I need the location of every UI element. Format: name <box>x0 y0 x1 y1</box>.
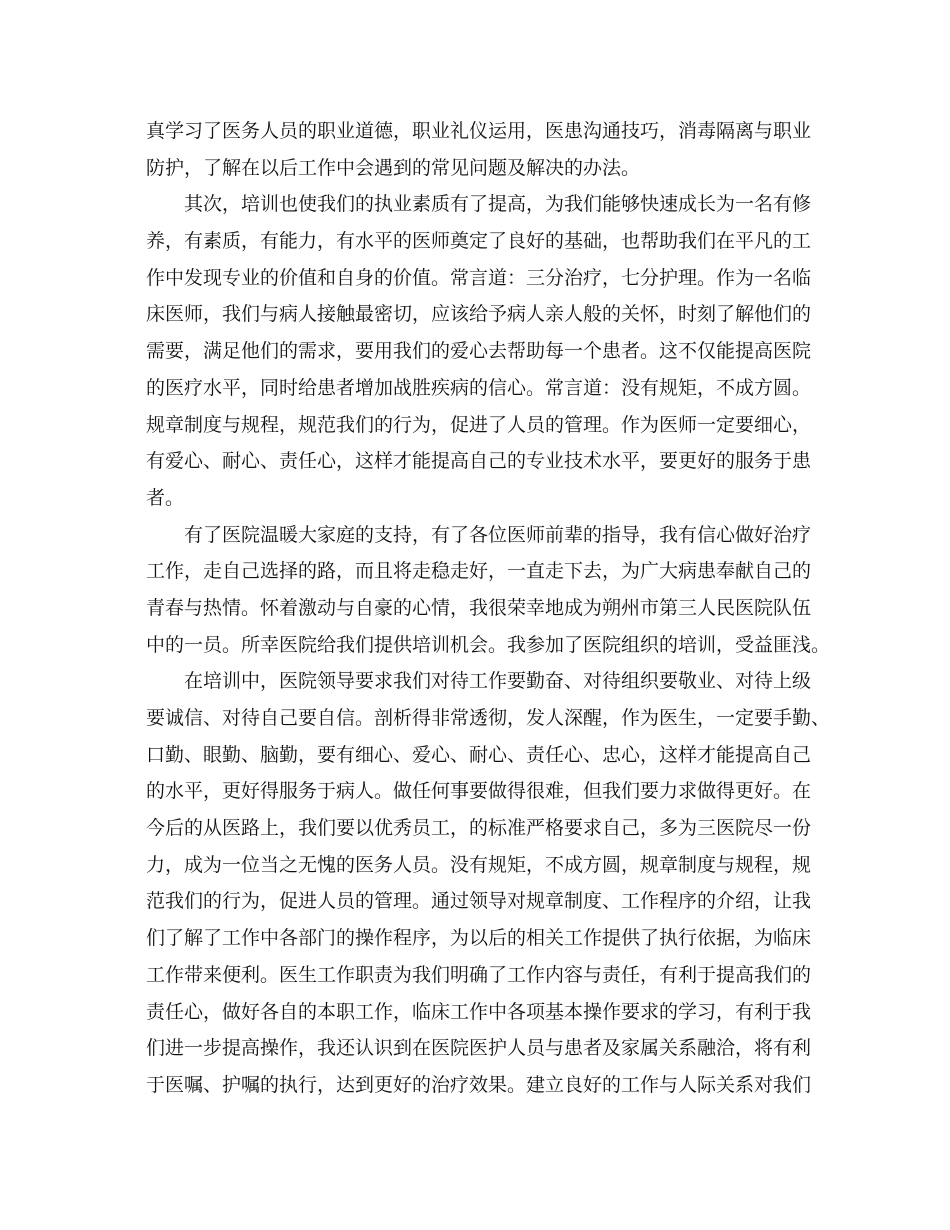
text-line: 床医师，我们与病人接触最密切，应该给予病人亲人般的关怀，时刻了解他们的 <box>146 303 812 326</box>
text-line: 需要，满足他们的需求，要用我们的爱心去帮助每一个患者。这不仅能提高医院 <box>146 340 812 363</box>
text-line: 养，有素质，有能力，有水平的医师奠定了良好的基础，也帮助我们在平凡的工 <box>146 230 812 253</box>
paragraph-start-line: 在培训中，医院领导要求我们对待工作要勤奋、对待组织要敬业、对待上级 <box>184 670 812 693</box>
text-line: 工作，走自己选择的路，而且将走稳走好，一直走下去，为广大病患奉献自己的 <box>146 560 812 583</box>
text-line: 作中发现专业的价值和自身的价值。常言道：三分治疗，七分护理。作为一名临 <box>146 266 812 289</box>
text-line: 的水平，更好得服务于病人。做任何事要做得很难，但我们要力求做得更好。在 <box>146 780 812 803</box>
text-line: 规章制度与规程，规范我们的行为，促进了人员的管理。作为医师一定要细心， <box>146 413 812 436</box>
text-line: 中的一员。所幸医院给我们提供培训机会。我参加了医院组织的培训，受益匪浅。 <box>146 633 831 656</box>
text-line: 工作带来便利。医生工作职责为我们明确了工作内容与责任，有利于提高我们的 <box>146 963 812 986</box>
text-line: 口勤、眼勤、脑勤，要有细心、爱心、耐心、责任心、忠心，这样才能提高自己 <box>146 743 812 766</box>
text-line: 要诚信、对待自己要自信。剖析得非常透彻，发人深醒，作为医生，一定要手勤、 <box>146 707 831 729</box>
text-line: 的医疗水平，同时给患者增加战胜疾病的信心。常言道：没有规矩，不成方圆。 <box>146 376 812 399</box>
text-line: 有爱心、耐心、责任心，这样才能提高自己的专业技术水平，要更好的服务于患 <box>146 450 812 473</box>
text-line: 真学习了医务人员的职业道德，职业礼仪运用，医患沟通技巧，消毒隔离与职业 <box>146 120 812 142</box>
text-line: 今后的从医路上，我们要以优秀员工，的标准严格要求自己，多为三医院尽一份 <box>146 817 812 840</box>
text-line: 责任心，做好各自的本职工作，临床工作中各项基本操作要求的学习，有利于我 <box>146 1000 812 1023</box>
text-line: 者。 <box>146 486 185 509</box>
text-line: 青春与热情。怀着激动与自豪的心情，我很荣幸地成为朔州市第三人民医院队伍 <box>146 596 812 619</box>
text-line: 范我们的行为，促进人员的管理。通过领导对规章制度、工作程序的介绍，让我 <box>146 890 812 913</box>
paragraph-start-line: 其次，培训也使我们的执业素质有了提高，为我们能够快速成长为一名有修 <box>184 193 812 216</box>
text-line: 们了解了工作中各部门的操作程序，为以后的相关工作提供了执行依据，为临床 <box>146 927 812 950</box>
text-line: 防护，了解在以后工作中会遇到的常见问题及解决的办法。 <box>146 156 641 179</box>
text-line: 力，成为一位当之无愧的医务人员。没有规矩，不成方圆，规章制度与规程，规 <box>146 853 812 876</box>
text-line: 们进一步提高操作，我还认识到在医院医护人员与患者及家属关系融洽，将有利 <box>146 1037 812 1060</box>
text-line: 于医嘱、护嘱的执行，达到更好的治疗效果。建立良好的工作与人际关系对我们 <box>146 1073 812 1096</box>
paragraph-start-line: 有了医院温暖大家庭的支持，有了各位医师前辈的指导，我有信心做好治疗 <box>184 523 812 546</box>
document-body <box>146 113 831 1104</box>
